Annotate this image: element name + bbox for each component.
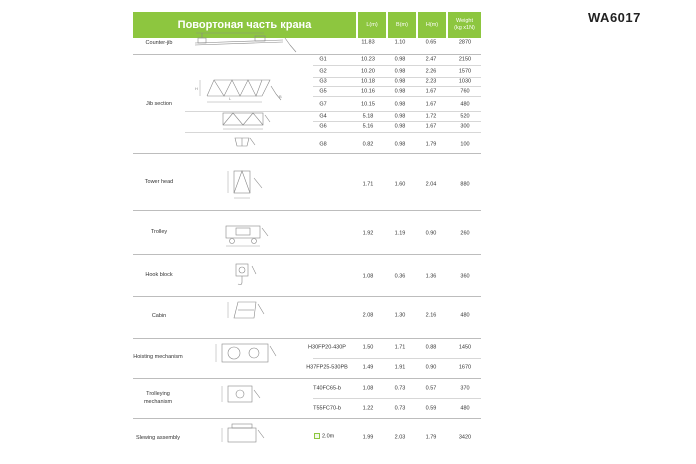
- cell-model-code: H37FP25-530PB: [306, 364, 348, 371]
- cell-height: 1.67: [425, 123, 437, 130]
- cell-width: 0.98: [394, 56, 406, 63]
- cell-section-label: G8: [319, 141, 327, 148]
- cell-height: 1.72: [425, 113, 437, 120]
- cell-height: 0.88: [425, 344, 437, 351]
- cell-height: 0.90: [425, 230, 437, 237]
- cell-height: 1.67: [425, 101, 437, 108]
- counter-jib-drawing: [195, 33, 296, 52]
- cell-length: 10.23: [361, 56, 375, 63]
- cell-model-code: T40FC65-b: [313, 385, 341, 392]
- cell-weight: 480: [460, 405, 470, 412]
- cell-weight: 2870: [458, 39, 472, 46]
- tower-head-drawing: [228, 171, 262, 198]
- cell-weight: 2150: [458, 56, 472, 63]
- table-title: Повортоная часть крана: [133, 12, 356, 38]
- cell-width: 0.73: [394, 385, 406, 392]
- cell-height: 2.26: [425, 68, 437, 75]
- cell-weight: 1570: [458, 68, 472, 75]
- cell-weight: 260: [460, 230, 470, 237]
- cell-weight: 3420: [458, 434, 472, 441]
- hoisting-drawing: [216, 344, 276, 362]
- section-hoisting: Hoisting mechanism: [133, 354, 183, 360]
- cell-width: 1.30: [394, 312, 406, 319]
- cell-width: 0.36: [394, 273, 406, 280]
- cell-slewing-size: 2.0m: [322, 433, 335, 440]
- cell-weight: 520: [460, 113, 470, 120]
- cell-height: 2.23: [425, 78, 437, 85]
- section-trolley: Trolley: [150, 229, 168, 235]
- cell-section-label: G5: [319, 88, 327, 95]
- cell-height: 1.79: [425, 434, 437, 441]
- cell-width: 1.60: [394, 181, 406, 188]
- header-length: L(m): [358, 12, 386, 38]
- cell-weight: 760: [460, 88, 470, 95]
- cell-height: 0.90: [425, 364, 437, 371]
- cell-section-label: G7: [319, 101, 327, 108]
- cell-length: 11.83: [361, 39, 375, 46]
- jib-short-drawing: [223, 113, 270, 129]
- section-tower-head: Tower head: [144, 179, 174, 185]
- cell-width: 0.98: [394, 113, 406, 120]
- cell-width: 0.98: [394, 88, 406, 95]
- cell-length: 5.18: [362, 113, 374, 120]
- jib-end-drawing: [235, 138, 255, 146]
- cell-width: 1.10: [394, 39, 406, 46]
- cell-length: 1.08: [362, 273, 374, 280]
- cell-width: 0.98: [394, 123, 406, 130]
- cell-section-label: G2: [319, 68, 327, 75]
- cell-weight: 360: [460, 273, 470, 280]
- trolleying-drawing: [222, 386, 260, 402]
- cell-weight: 480: [460, 101, 470, 108]
- cell-model-code: T55FC70-b: [313, 405, 341, 412]
- cell-length: 1.08: [362, 385, 374, 392]
- cell-weight: 1450: [458, 344, 472, 351]
- cell-length: 1.49: [362, 364, 374, 371]
- jib-section-drawing: [200, 80, 281, 102]
- header-height: H(m): [418, 12, 446, 38]
- dim-h: H: [195, 86, 198, 91]
- cell-model-code: H30FP20-430P: [308, 344, 346, 351]
- header-weight-label: Weight: [455, 18, 474, 24]
- cell-width: 0.98: [394, 68, 406, 75]
- cell-length: 10.18: [361, 78, 375, 85]
- header-weight-unit: (kg x1N): [454, 25, 475, 31]
- cell-width: 0.98: [394, 141, 406, 148]
- cell-height: 1.79: [425, 141, 437, 148]
- cell-width: 0.73: [394, 405, 406, 412]
- cabin-drawing: [228, 302, 264, 318]
- cell-height: 2.47: [425, 56, 437, 63]
- cell-weight: 100: [460, 141, 470, 148]
- section-counter-jib: Counter-jib: [145, 40, 173, 46]
- cell-length: 1.99: [362, 434, 374, 441]
- cell-weight: 880: [460, 181, 470, 188]
- dim-l: L: [229, 96, 232, 101]
- section-jib: Jib section: [146, 101, 172, 107]
- cell-width: 1.19: [394, 230, 406, 237]
- cell-width: 1.91: [394, 364, 406, 371]
- trolley-drawing: [226, 226, 268, 246]
- cell-length: 1.71: [362, 181, 374, 188]
- cell-height: 1.36: [425, 273, 437, 280]
- cell-height: 0.57: [425, 385, 437, 392]
- cell-length: 5.16: [362, 123, 374, 130]
- dim-b: B: [279, 94, 282, 99]
- cell-section-label: G3: [319, 78, 327, 85]
- cell-section-label: G1: [319, 56, 327, 63]
- section-cabin: Cabin: [151, 313, 167, 319]
- cell-height: 1.67: [425, 88, 437, 95]
- cell-weight: 1670: [458, 364, 472, 371]
- model-name: WA6017: [588, 10, 641, 25]
- cell-length: 10.16: [361, 88, 375, 95]
- section-hook-block: Hook block: [145, 272, 173, 278]
- cell-width: 2.03: [394, 434, 406, 441]
- cell-height: 0.59: [425, 405, 437, 412]
- cell-weight: 480: [460, 312, 470, 319]
- cell-weight: 300: [460, 123, 470, 130]
- hook-block-drawing: [236, 264, 256, 285]
- cell-weight: 370: [460, 385, 470, 392]
- cell-width: 0.98: [394, 78, 406, 85]
- cell-width: 1.71: [394, 344, 406, 351]
- cell-length: 1.22: [362, 405, 374, 412]
- cell-width: 0.98: [394, 101, 406, 108]
- cell-section-label: G4: [319, 113, 327, 120]
- cell-length: 2.08: [362, 312, 374, 319]
- section-slewing: Slewing assembly: [135, 435, 181, 441]
- cell-length: 10.20: [361, 68, 375, 75]
- cell-weight: 1030: [458, 78, 472, 85]
- cell-length: 1.50: [362, 344, 374, 351]
- cell-height: 0.65: [425, 39, 437, 46]
- slewing-drawing: [222, 424, 264, 442]
- header-width: B(m): [388, 12, 416, 38]
- cell-height: 2.04: [425, 181, 437, 188]
- cell-section-label: G6: [319, 123, 327, 130]
- section-trolleying: Trolleying mechanism: [143, 391, 173, 405]
- cell-length: 1.92: [362, 230, 374, 237]
- cell-height: 2.16: [425, 312, 437, 319]
- cell-length: 10.15: [361, 101, 375, 108]
- cell-length: 0.82: [362, 141, 374, 148]
